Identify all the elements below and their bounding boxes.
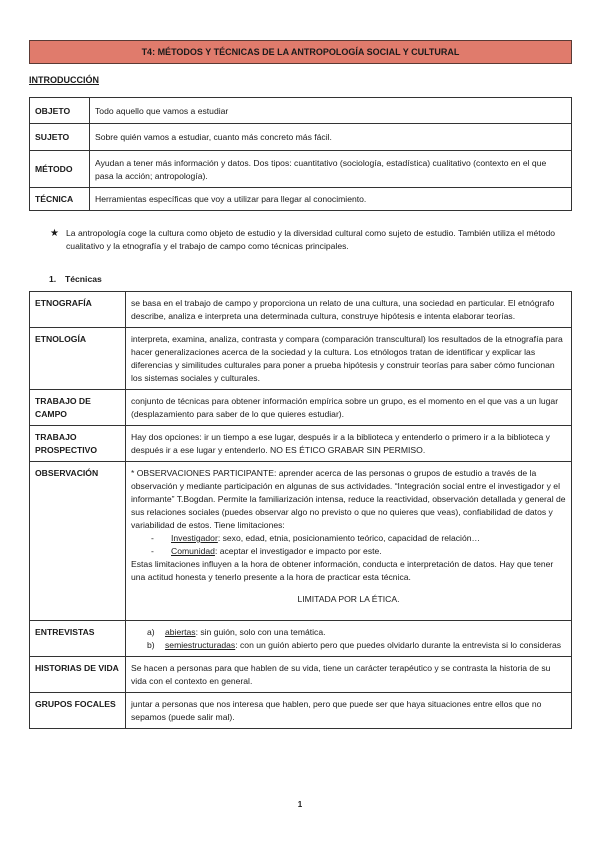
interview-term: semiestructuradas <box>165 640 236 650</box>
historias-vida-value: Se hacen a personas para que hablen de su vida, tiene un carácter terapéutico y se contrasta la historia de su vida con el contexto en general. <box>126 657 572 693</box>
table-row <box>30 328 572 390</box>
table-row <box>30 188 572 211</box>
table-row <box>30 124 572 151</box>
table-row <box>30 462 572 621</box>
table-row <box>30 693 572 729</box>
dash-bullet: - <box>151 533 154 543</box>
grupos-focales-value: juntar a personas que nos interesa que hablen, pero que puede ser que haya situaciones entre ellos que no sepamos (puede salir mal). <box>126 693 572 729</box>
star-paragraph <box>50 227 570 253</box>
tecnica-value: Herramientas específicas que voy a utilizar para llegar al conocimiento. <box>90 188 572 211</box>
etnografia-value: se basa en el trabajo de campo y proporciona un relato de una cultura, una sociedad en particular. El etnógrafo describe, analiza e interpreta una determinada cultura, construye hipótesis e intenta elaborar teorías. <box>126 292 572 328</box>
page-number: 1 <box>297 800 303 809</box>
sujeto-value: Sobre quién vamos a estudiar, cuanto más concreto más fácil. <box>90 124 572 151</box>
star-paragraph-text: La antropología coge la cultura como objeto de estudio y la diversidad cultural como sujeto de estudio. También utiliza el método cualitativo y la etnografía y el trabajo de campo como técnicas principales. <box>66 228 556 251</box>
interview-term: abiertas <box>165 627 196 637</box>
intro-heading: INTRODUCCIÓN <box>29 75 99 85</box>
etnologia-key: ETNOLOGÍA <box>30 328 126 390</box>
table-row <box>30 292 572 328</box>
objeto-value: Todo aquello que vamos a estudiar <box>90 98 572 124</box>
observacion-limitations-list <box>131 532 566 558</box>
star-icon: ★ <box>50 228 59 239</box>
table-row <box>30 151 572 188</box>
document-title: T4: MÉTODOS Y TÉCNICAS DE LA ANTROPOLOGÍA SOCIAL Y CULTURAL <box>29 40 572 64</box>
observacion-outro: Estas limitaciones influyen a la hora de obtener información, conducta e interpretación de datos. Hay que tener una actitud honesta y tenerlo presente a la hora de practicar esta técnica. <box>131 559 554 582</box>
list-marker: a) <box>147 627 155 637</box>
tecnica-key: TÉCNICA <box>30 188 90 211</box>
list-item <box>131 626 566 639</box>
limitation-term: Comunidad <box>171 546 215 556</box>
observacion-value <box>126 462 572 621</box>
sujeto-key: SUJETO <box>30 124 90 151</box>
limitation-text: : aceptar el investigador e impacto por este. <box>214 546 382 556</box>
limitation-text: : sexo, edad, etnia, posicionamiento teórico, capacidad de relación… <box>217 533 481 543</box>
list-item <box>131 532 566 545</box>
list-item <box>131 639 566 652</box>
techniques-label: Técnicas <box>65 274 102 284</box>
observacion-intro: * OBSERVACIONES PARTICIPANTE: aprender acerca de las personas o grupos de estudio a través de la observación y mediante participación en algunas de sus actividades. “Integración social entre el investigador y el informante” T.Bogdan. Permite la familiarización intensa, reduce la reactividad, observación detallada y general de sus relaciones sociales (puedes observar algo no previsto o que no quieres que veas), confiabilidad de datos y variabilidad de estos. Tiene limitaciones: <box>131 468 566 530</box>
table-row <box>30 98 572 124</box>
trabajo-campo-value: conjunto de técnicas para obtener información empírica sobre un grupo, es el momento en el que vas a un lugar (desplazamiento para saber de lo que quieres estudiar). <box>126 390 572 426</box>
etnologia-value: interpreta, examina, analiza, contrasta y compara (comparación transcultural) los resultados de la etnografía para hacer generalizaciones acerca de la sociedad y la cultura. Los etnólogos tratan de identificar y explicar las diferencias y similitudes culturales para poner a prueba hipótesis y construir teorías para saber cómo funcionan los sistemas sociales y culturales. <box>126 328 572 390</box>
entrevistas-value <box>126 621 572 657</box>
techniques-number: 1. <box>49 274 57 284</box>
grupos-focales-key: GRUPOS FOCALES <box>30 693 126 729</box>
objeto-key: OBJETO <box>30 98 90 124</box>
etnografia-key: ETNOGRAFÍA <box>30 292 126 328</box>
list-marker: b) <box>147 640 155 650</box>
interview-text: : con un guión abierto pero que puedes olvidarlo durante la entrevista si lo consideras <box>235 640 562 650</box>
table-row <box>30 621 572 657</box>
dash-bullet: - <box>151 546 154 556</box>
entrevistas-list <box>131 626 566 652</box>
entrevistas-key: ENTREVISTAS <box>30 621 126 657</box>
trabajo-campo-key: TRABAJO DE CAMPO <box>30 390 126 426</box>
table-row <box>30 657 572 693</box>
list-item <box>131 545 566 558</box>
table-row <box>30 390 572 426</box>
metodo-key: MÉTODO <box>30 151 90 188</box>
historias-vida-key: HISTORIAS DE VIDA <box>30 657 126 693</box>
intro-table <box>29 97 572 211</box>
limitation-term: Investigador <box>171 533 218 543</box>
interview-text: : sin guión, solo con una temática. <box>195 627 326 637</box>
trabajo-prospectivo-value: Hay dos opciones: ir un tiempo a ese lugar, después ir a la biblioteca y entenderlo o primero ir a la biblioteca y después ir a ese lugar y entenderlo. NO ES ÉTICO GRABAR SIN PERMISO. <box>126 426 572 462</box>
trabajo-prospectivo-key: TRABAJO PROSPECTIVO <box>30 426 126 462</box>
observacion-limit: LIMITADA POR LA ÉTICA. <box>297 594 400 604</box>
table-row <box>30 426 572 462</box>
metodo-value: Ayudan a tener más información y datos. Dos tipos: cuantitativo (sociología, estadística) cualitativo (contexto en el que pasa la acción; antropología). <box>90 151 572 188</box>
observacion-key: OBSERVACIÓN <box>30 462 126 621</box>
techniques-table <box>29 291 572 729</box>
techniques-heading <box>49 273 102 286</box>
